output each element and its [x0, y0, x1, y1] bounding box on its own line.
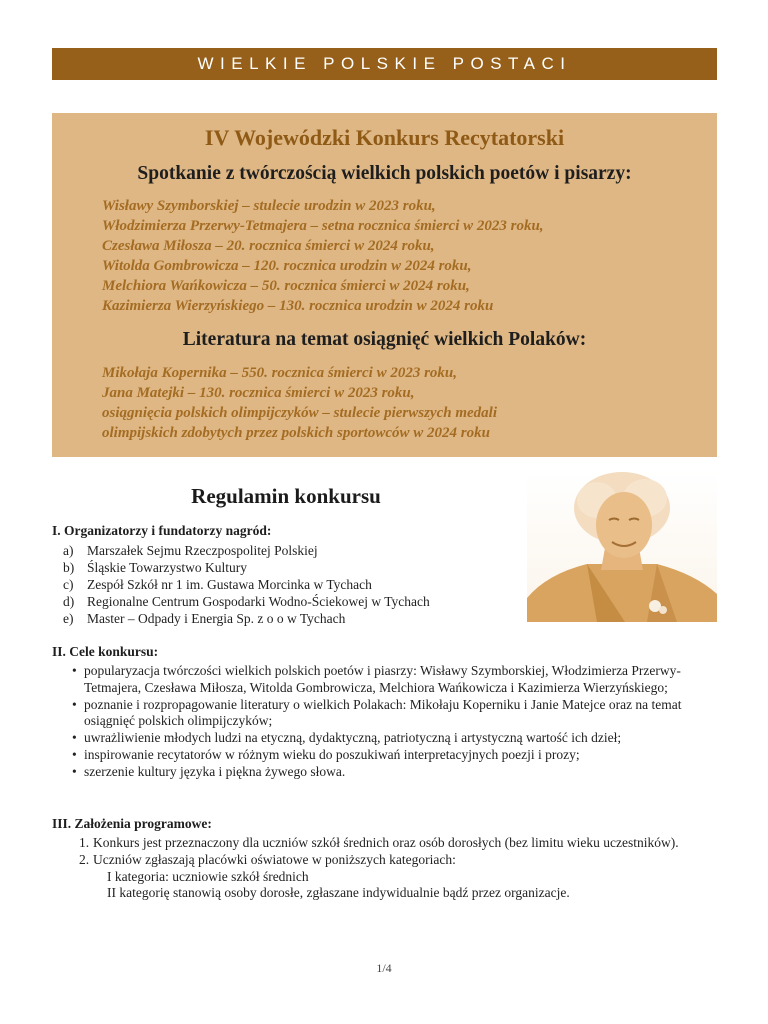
achievement-item: osiągnięcia polskich olimpijczyków – stulecie pierwszych medali: [102, 405, 497, 421]
program-subitem: I kategoria: uczniowie szkół średnich: [107, 868, 309, 884]
portrait-illustration: [527, 470, 717, 622]
organizers-list: [63, 542, 430, 627]
organizer-item: c) Zespół Szkół nr 1 im. Gustawa Morcinka w Tychach: [63, 577, 372, 592]
header-banner: [52, 48, 717, 80]
poet-item: Włodzimierza Przerwy-Tetmajera – setna rocznica śmierci w 2023 roku,: [102, 218, 544, 234]
goal-item: • poznanie i rozpropagowanie literatury o wielkich Polakach: Mikołaju Koperniku i Janie Matejce oraz na temat osiągnięć polskich olimpijczyków;: [72, 696, 682, 729]
goal-item: • uwrażliwienie młodych ludzi na etyczną, dydaktyczną, patriotyczną i artystyczną wartość ich dzieł;: [72, 730, 622, 746]
organizer-item: d) Regionalne Centrum Gospodarki Wodno-Ściekowej w Tychach: [63, 594, 430, 609]
poet-item: Wisławy Szymborskiej – stulecie urodzin w 2023 roku,: [102, 198, 436, 214]
achievement-item: Mikołaja Kopernika – 550. rocznica śmierci w 2023 roku,: [102, 365, 458, 381]
achievement-item: olimpijskich zdobytych przez polskich sportowców w 2024 roku: [102, 425, 490, 441]
poet-item: Czesława Miłosza – 20. rocznica śmierci w 2024 roku,: [102, 238, 435, 254]
poets-subtitle: Spotkanie z twórczością wielkich polskich poetów i pisarzy:: [137, 163, 632, 184]
goal-item: • popularyzacja twórczości wielkich polskich poetów i piasrzy: Wisławy Szymborskiej, Włodzimierza Przerwy-Tetmajera, Czesława Miłosza, Witolda Gombrowicza, Melchiora Wańkowicza i Kazimierza Wierzyńskiego;: [72, 663, 681, 695]
section-organizers-heading: I. Organizatorzy i fundatorzy nagród:: [52, 523, 272, 538]
organizer-item: a) Marszałek Sejmu Rzeczpospolitej Polskiej: [63, 543, 318, 558]
banner-title: WIELKIE POLSKIE POSTACI: [197, 54, 572, 73]
program-item: 2. Uczniów zgłaszają placówki oświatowe w poniższych kategoriach: I kategoria: uczniowie szkół średnich II kategorię stanowią osoby dorosłe, zgłaszane indywidualnie bądź przez organizacje.: [79, 852, 719, 902]
achievement-item: Jana Matejki – 130. rocznica śmierci w 2023 roku,: [102, 385, 415, 401]
goals-list: [72, 663, 722, 781]
section-goals-heading: II. Cele konkursu:: [52, 644, 159, 659]
organizer-item: b) Śląskie Towarzystwo Kultury: [63, 560, 248, 575]
achievements-subtitle: Literatura na temat osiągnięć wielkich Polaków:: [182, 329, 587, 350]
achievements-list: [102, 363, 707, 443]
page-number: 1/4: [376, 961, 392, 975]
portrait-image: [527, 470, 717, 622]
program-list: [79, 835, 719, 902]
poet-item: Kazimierza Wierzyńskiego – 130. rocznica urodzin w 2024 roku: [102, 298, 494, 314]
section-program-heading: III. Założenia programowe:: [52, 816, 212, 831]
contest-info-box: [52, 113, 717, 457]
poet-item: Witolda Gombrowicza – 120. rocznica urodzin w 2024 roku,: [102, 258, 472, 274]
contest-title: IV Wojewódzki Konkurs Recytatorski: [204, 125, 565, 150]
organizer-item: e) Master – Odpady i Energia Sp. z o o w Tychach: [63, 611, 346, 626]
goal-item: • szerzenie kultury języka i piękna żywego słowa.: [72, 763, 346, 779]
rules-title: Regulamin konkursu: [191, 484, 381, 508]
poet-item: Melchiora Wańkowicza – 50. rocznica śmierci w 2024 roku,: [102, 278, 470, 294]
goal-item: • inspirowanie recytatorów w różnym wieku do poszukiwań interpretacyjnych poezji i prozy;: [72, 746, 580, 762]
program-item: 1. Konkurs jest przeznaczony dla uczniów szkół średnich oraz osób dorosłych (bez limitu wieku uczestników).: [79, 835, 679, 850]
poets-list: [102, 196, 707, 316]
program-subitem: II kategorię stanowią osoby dorosłe, zgłaszane indywidualnie bądź przez organizacje.: [107, 885, 570, 901]
